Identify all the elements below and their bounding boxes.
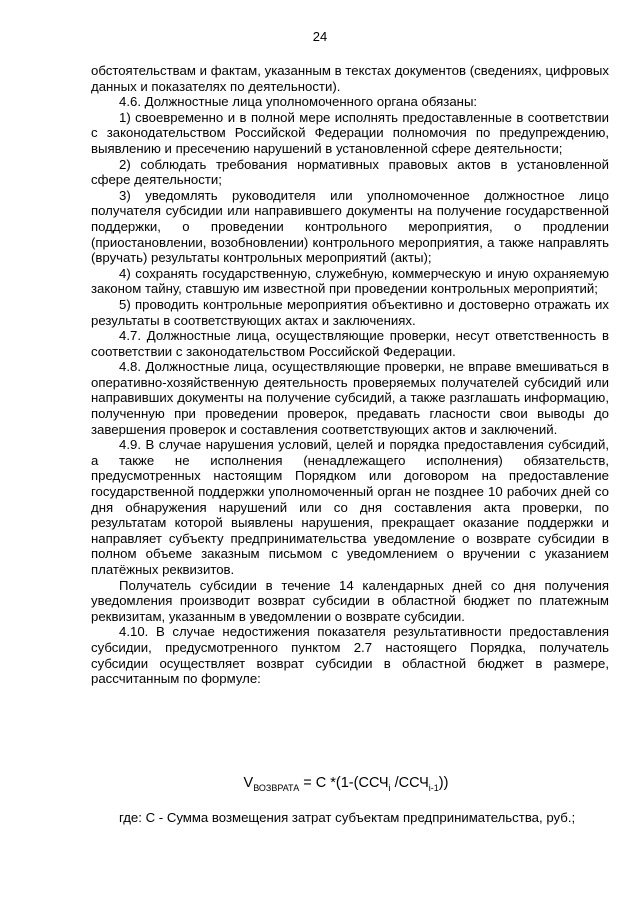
paragraph: 1) своевременно и в полной мере исполнять предоставленные в соответствии с законодательством Российской Федерации полномочия по предупреждению, выявлению и пресечению нарушений в установленной сфере деятельности; bbox=[91, 109, 609, 156]
page-number: 24 bbox=[312, 29, 328, 44]
refund-formula bbox=[0, 774, 640, 797]
formula-subscript-i1: i-1 bbox=[428, 782, 439, 793]
paragraph: 4) сохранять государственную, служебную, коммерческую и иную охраняемую законом тайну, ставшую им известной при проведении контрольных мероприятий; bbox=[91, 265, 609, 297]
formula-mid: /ССЧ bbox=[390, 775, 429, 791]
paragraph: обстоятельствам и фактам, указанным в текстах документов (сведениях, цифровых данных и показателях по деятельности). bbox=[91, 63, 609, 94]
paragraph: 4.7. Должностные лица, осуществляющие проверки, несут ответственность в соответствии с законодательством Российской Федерации. bbox=[91, 328, 609, 359]
formula-subscript-i: i bbox=[388, 782, 391, 793]
paragraph: Получатель субсидии в течение 14 календарных дней со дня получения уведомления производит возврат субсидии в областной бюджет по платежным реквизитам, указанным в уведомлении о возврате субсидии. bbox=[91, 577, 609, 624]
paragraph: 4.9. В случае нарушения условий, целей и порядка предоставления субсидий, а также не исполнения (ненадлежащего исполнения) обязательств, предусмотренных настоящим Порядком или договором на предоставление государственной поддержки уполномоченный орган не позднее 10 рабочих дней со дня обнаружения нарушений или со дня составления акта проверки, по результатам которой выявлены нарушения, прекращает оказание поддержки и направляет субъекту предпринимательства уведомление о возврате субсидии в полном объеме заказным письмом с уведомлением о вручении с указанием платёжных реквизитов. bbox=[91, 437, 609, 577]
formula-eq: = С *(1-(ССЧ bbox=[299, 775, 389, 791]
formula-legend: где: С - Сумма возмещения затрат субъектам предпринимательства, руб.; bbox=[119, 810, 576, 825]
paragraph: 3) уведомлять руководителя или уполномоченное должностное лицо получателя субсидии или направившего документы на получение государственной поддержки, о проведении контрольного мероприятия, о продлении (приостановлении, возобновлении) контрольного мероприятия, а также направлять (вручать) результаты контрольных мероприятий (акты); bbox=[91, 187, 609, 266]
paragraph: 5) проводить контрольные мероприятия объективно и достоверно отражать их результаты в соответствующих актах и заключениях. bbox=[91, 296, 609, 328]
formula-lhs: V bbox=[243, 775, 254, 791]
paragraph: 2) соблюдать требования нормативных правовых актов в установленной сфере деятельности; bbox=[91, 156, 609, 188]
paragraph: 4.8. Должностные лица, осуществляющие проверки, не вправе вмешиваться в оперативно-хозяйственную деятельность проверяемых получателей субсидий или направивших документы на получение субсидий, а также разглашать информацию, полученную при проведении проверок, предавать гласности свои выводы до завершения проверок и составления соответствующих актов и заключений. bbox=[91, 359, 609, 437]
paragraph: 4.6. Должностные лица уполномоченного органа обязаны: bbox=[119, 94, 478, 110]
formula-tail: )) bbox=[438, 775, 449, 791]
document-body bbox=[91, 63, 609, 687]
formula-lhs-subscript: ВОЗВРАТА bbox=[253, 782, 300, 793]
paragraph: 4.10. В случае недостижения показателя результативности предоставления субсидии, предусмотренного пунктом 2.7 настоящего Порядка, получатель субсидии осуществляет возврат субсидии в областной бюджет в размере, рассчитанным по формуле: bbox=[91, 624, 609, 687]
